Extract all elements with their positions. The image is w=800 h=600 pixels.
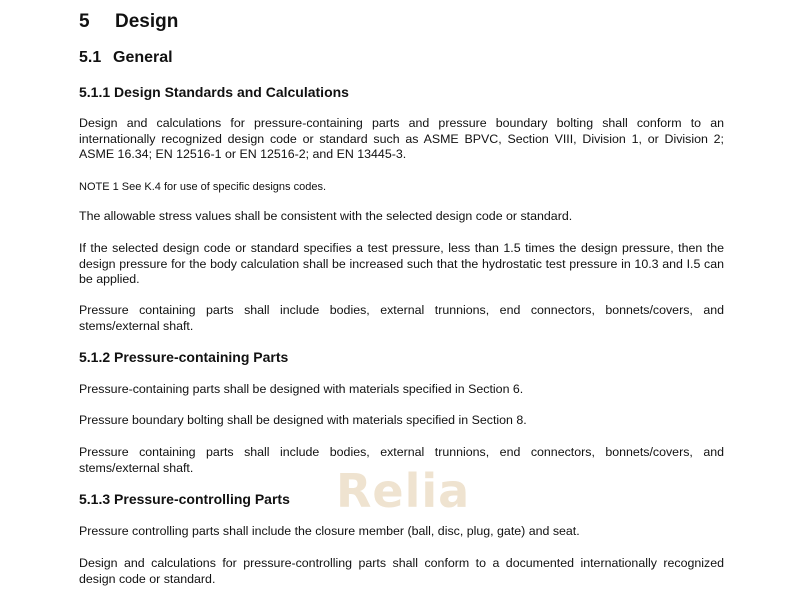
- note-1: NOTE 1 See K.4 for use of specific designs codes.: [79, 181, 327, 193]
- paragraph-test-pressure: If the selected design code or standard specifies a test pressure, less than 1.5 times the design pressure, then the design pressure for the body calculation shall be increased such that the hydrostatic test pressure in 10.3 and I.5 can be applied.: [79, 241, 724, 286]
- heading-section-5-1-2: 5.1.2 Pressure-containing Parts: [79, 349, 289, 365]
- heading-number: 5.1: [79, 49, 102, 66]
- heading-section-5: [79, 11, 178, 33]
- paragraph-pressure-controlling-calculations: Design and calculations for pressure-controlling parts shall conform to a documented internationally recognized design code or standard.: [79, 556, 724, 586]
- paragraph-materials-section-6: Pressure-containing parts shall be designed with materials specified in Section 6.: [79, 382, 524, 396]
- paragraph-closure-member: Pressure controlling parts shall include the closure member (ball, disc, plug, gate) and seat.: [79, 524, 580, 538]
- paragraph-pressure-containing-parts-list: Pressure containing parts shall include bodies, external trunnions, end connectors, bonnets/covers, and stems/external shaft.: [79, 303, 724, 333]
- paragraph-design-calculations: Design and calculations for pressure-containing parts and pressure boundary bolting shall conform to an internationally recognized design code or standard such as ASME BPVC, Section VIII, Division 1, or Division 2; ASME 16.34; EN 12516-1 or EN 12516-2; and EN 13445-3.: [79, 116, 724, 161]
- paragraph-bolting-section-8: Pressure boundary bolting shall be designed with materials specified in Section 8.: [79, 413, 527, 427]
- heading-title: Design: [115, 11, 179, 32]
- paragraph-pressure-containing-parts-list-2: Pressure containing parts shall include bodies, external trunnions, end connectors, bonnets/covers, and stems/external shaft.: [79, 445, 724, 475]
- heading-title: General: [113, 49, 173, 66]
- paragraph-allowable-stress: The allowable stress values shall be consistent with the selected design code or standard.: [79, 209, 573, 223]
- heading-section-5-1-1: 5.1.1 Design Standards and Calculations: [79, 84, 349, 100]
- heading-section-5-1-3: 5.1.3 Pressure-controlling Parts: [79, 491, 290, 507]
- heading-section-5-1: [79, 49, 173, 67]
- heading-number: 5: [79, 11, 90, 32]
- watermark: Relia: [336, 464, 471, 518]
